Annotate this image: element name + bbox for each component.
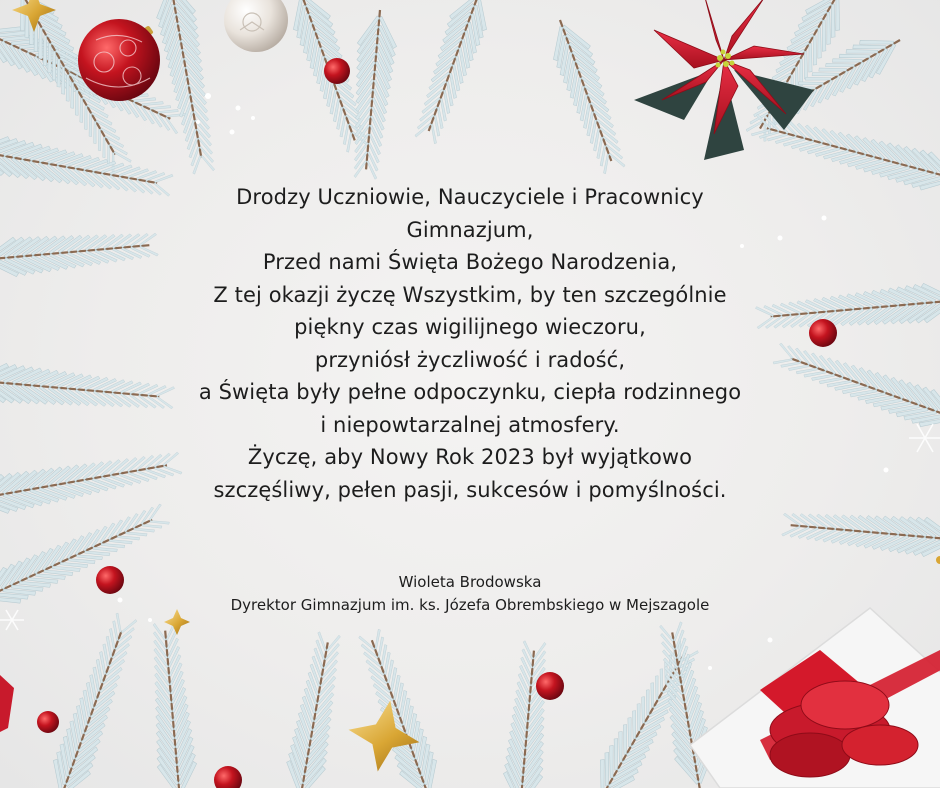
fir-branch-icon <box>497 640 557 788</box>
fir-branch-icon <box>142 621 203 788</box>
bauble-icon <box>78 19 160 101</box>
fir-branch-icon <box>148 0 227 176</box>
signature <box>110 571 830 616</box>
greeting-line: a Święta były pełne odpoczynku, ciepła rodzinnego <box>198 380 742 404</box>
greeting-line: Przed nami Święta Bożego Narodzenia, <box>262 250 678 274</box>
fir-branch-icon <box>278 630 352 788</box>
greeting-line: piękny czas wigilijnego wieczoru, <box>294 315 646 339</box>
fir-branch-icon <box>781 502 940 563</box>
signature-name: Wioleta Brodowska <box>398 573 542 591</box>
greeting-line: Życzę, aby Nowy Rok 2023 był wyjątkowo <box>247 445 693 469</box>
signature-title: Dyrektor Gimnazjum im. ks. Józefa Obrembskiego w Mejszagole <box>230 595 710 614</box>
greeting-line: i niepowtarzalnej atmosfery. <box>320 412 620 437</box>
greeting-line: Gimnazjum, <box>406 217 534 242</box>
bauble-icon <box>224 0 288 52</box>
gift-box-icon <box>0 675 14 732</box>
fir-branch-icon <box>348 625 452 788</box>
fir-branch-icon <box>404 0 501 148</box>
fir-branch-icon <box>39 608 149 788</box>
greeting-line: szczęśliwy, pełen pasji, sukcesów i pomyślności. <box>213 477 727 502</box>
greeting-line: przyniósł życzliwość i radość, <box>314 347 626 372</box>
fir-branch-icon <box>539 12 636 178</box>
greeting-message <box>110 181 830 506</box>
greeting-line: Z tej okazji życzę Wszystkim, by ten szczególnie <box>213 282 727 307</box>
greeting-line: Drodzy Uczniowie, Nauczyciele i Pracownicy <box>236 185 704 209</box>
